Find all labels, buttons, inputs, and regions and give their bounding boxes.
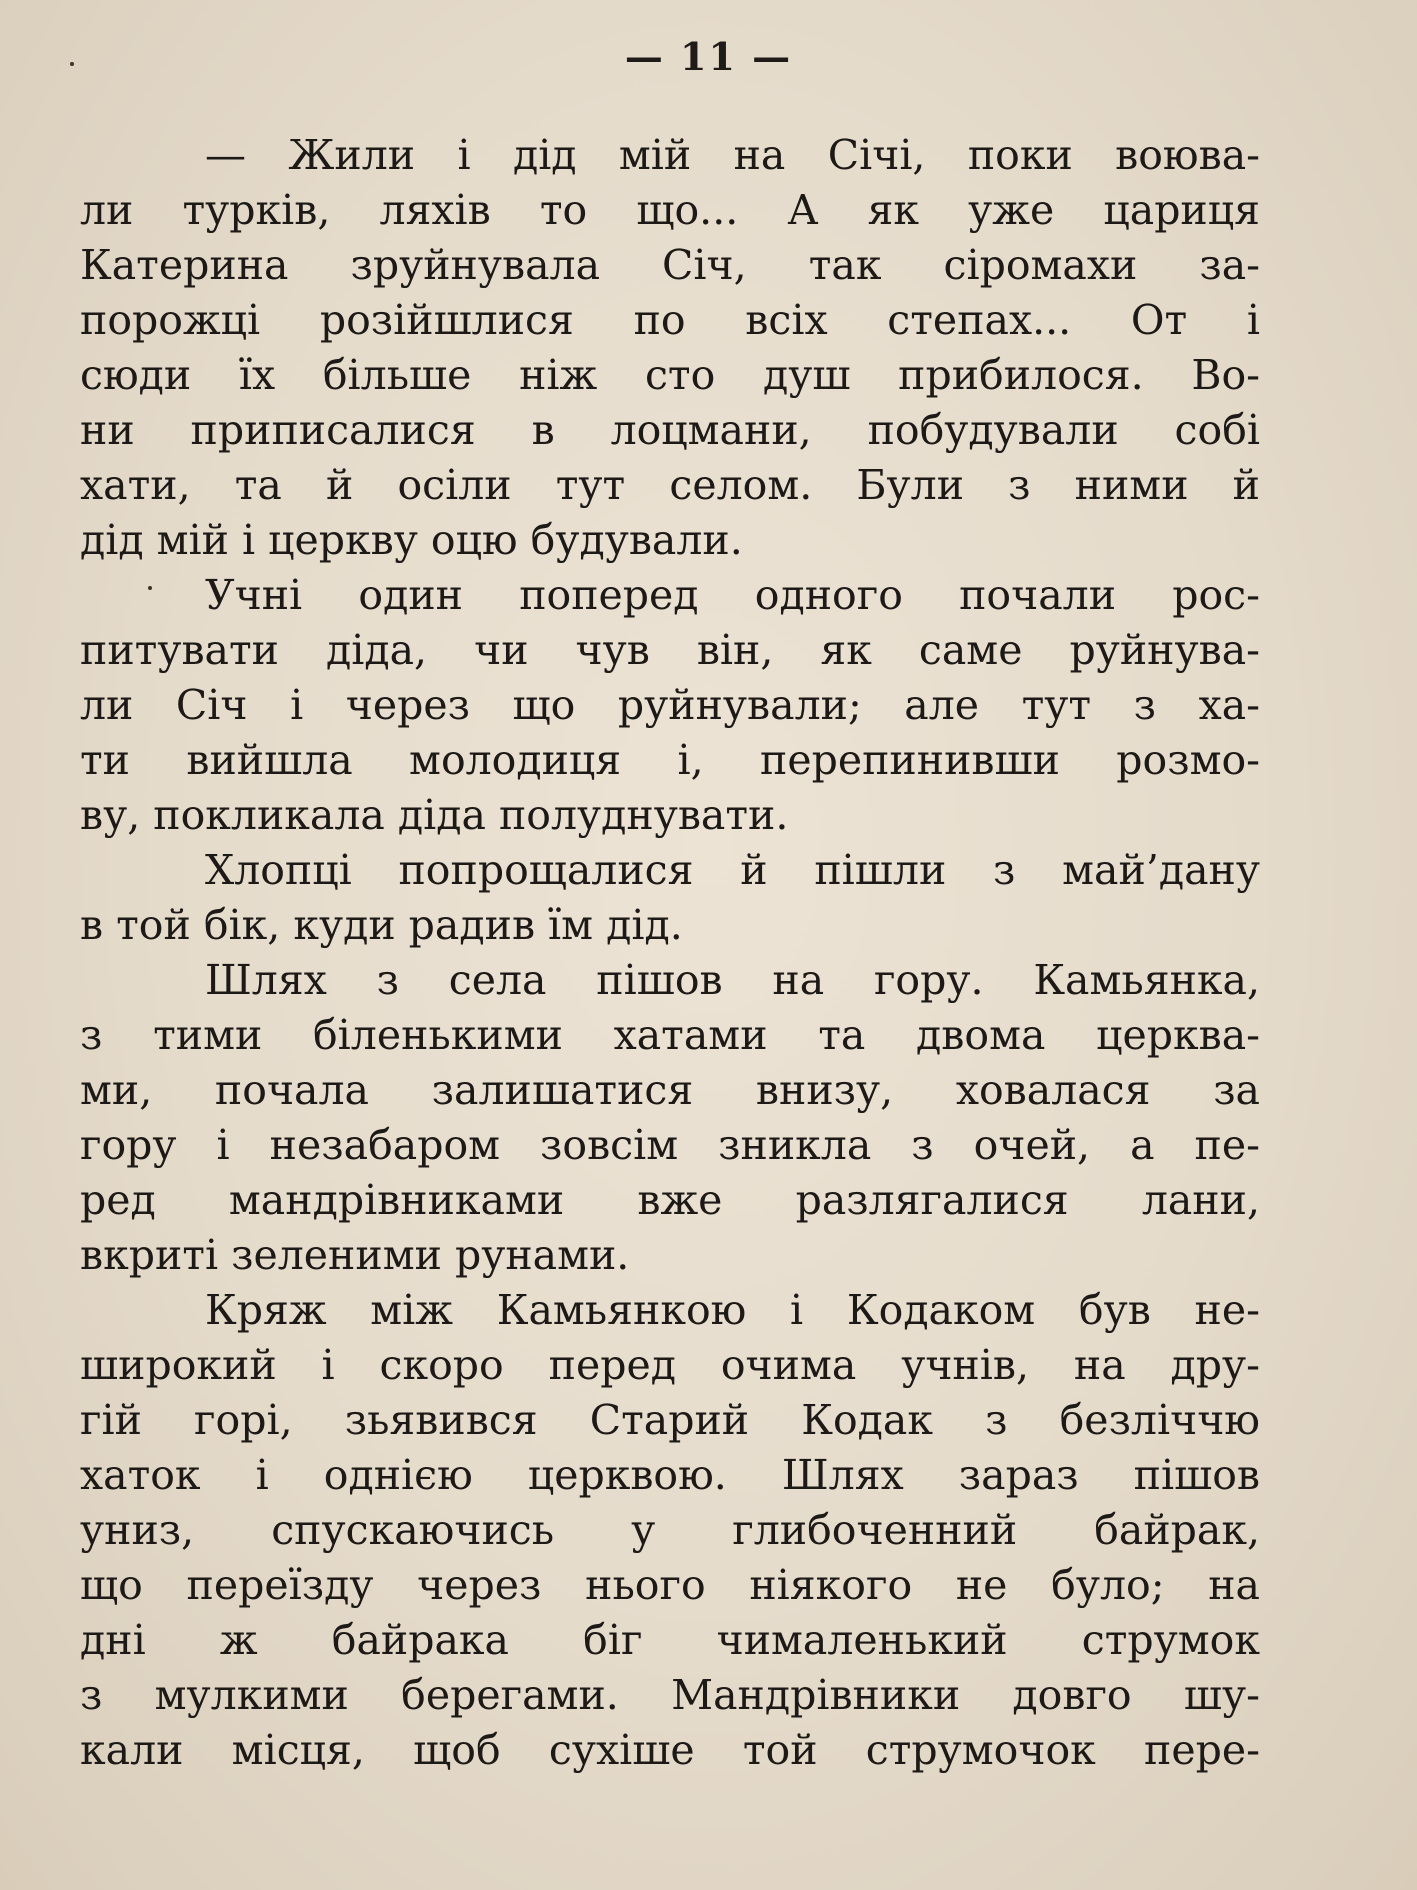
text-line: вкриті зеленими рунами. bbox=[80, 1231, 630, 1279]
text-line: з тими біленькими хатами та двома церква- bbox=[80, 1011, 1260, 1059]
paragraph bbox=[80, 843, 1260, 953]
text-line: Шлях з села пішов на гору. Камьянка, bbox=[205, 956, 1260, 1004]
text-line: ли турків, ляхів то що... А як уже цариця bbox=[80, 186, 1260, 234]
text-line: сюди їх більше ніж сто душ прибилося. Во- bbox=[80, 351, 1260, 399]
text-line: що переїзду через нього ніякого не було; на bbox=[80, 1561, 1260, 1609]
text-line: униз, спускаючись у глибоченний байрак, bbox=[80, 1506, 1260, 1554]
text-line: — Жили і дід мій на Січі, поки воюва- bbox=[205, 131, 1260, 179]
text-line: ни приписалися в лоцмани, побудували собі bbox=[80, 406, 1260, 454]
paragraph bbox=[80, 1283, 1260, 1778]
print-speck bbox=[70, 62, 74, 66]
text-line: гору і незабаром зовсім зникла з очей, а пе- bbox=[80, 1121, 1260, 1169]
text-line: в той бік, куди радив їм дід. bbox=[80, 901, 683, 949]
text-line: питувати діда, чи чув він, як саме руйнува- bbox=[80, 626, 1260, 674]
text-line: кали місця, щоб сухіше той струмочок пере- bbox=[80, 1726, 1260, 1774]
text-line: з мулкими берегами. Мандрівники довго шу- bbox=[80, 1671, 1260, 1719]
text-line: широкий і скоро перед очима учнів, на дру- bbox=[80, 1341, 1260, 1389]
text-line: ли Січ і через що руйнували; але тут з ха- bbox=[80, 681, 1260, 729]
text-line: ву, покликала діда полуднувати. bbox=[80, 791, 789, 839]
paragraph bbox=[80, 568, 1260, 843]
text-line: хати, та й осіли тут селом. Були з ними й bbox=[80, 461, 1260, 509]
text-line: гій горі, зьявився Старий Кодак з безліччю bbox=[80, 1396, 1260, 1444]
text-line: дід мій і церкву оцю будували. bbox=[80, 516, 743, 564]
text-line: Кряж між Камьянкою і Кодаком був не- bbox=[205, 1286, 1260, 1334]
paragraph bbox=[80, 953, 1260, 1283]
text-line: Учні один поперед одного почали рос- bbox=[205, 571, 1260, 619]
text-line: ми, почала залишатися внизу, ховалася за bbox=[80, 1066, 1260, 1114]
text-line: порожці розійшлися по всіх степах... От і bbox=[80, 296, 1260, 344]
text-line: дні ж байрака біг чималенький струмок bbox=[80, 1616, 1260, 1664]
text-line: Хлопці попрощалися й пішли з май’дану bbox=[205, 846, 1260, 894]
text-line: ред мандрівниками вже разлягалися лани, bbox=[80, 1176, 1260, 1224]
text-line: ти вийшла молодиця і, перепинивши розмо- bbox=[80, 736, 1260, 784]
text-line: Катерина зруйнувала Січ, так сіромахи за- bbox=[80, 241, 1260, 289]
paragraph bbox=[80, 128, 1260, 568]
body-text bbox=[80, 128, 1260, 1778]
print-speck bbox=[148, 586, 152, 590]
text-line: хаток і однією церквою. Шлях зараз пішов bbox=[80, 1451, 1260, 1499]
page-number: — 11 — bbox=[624, 34, 793, 79]
